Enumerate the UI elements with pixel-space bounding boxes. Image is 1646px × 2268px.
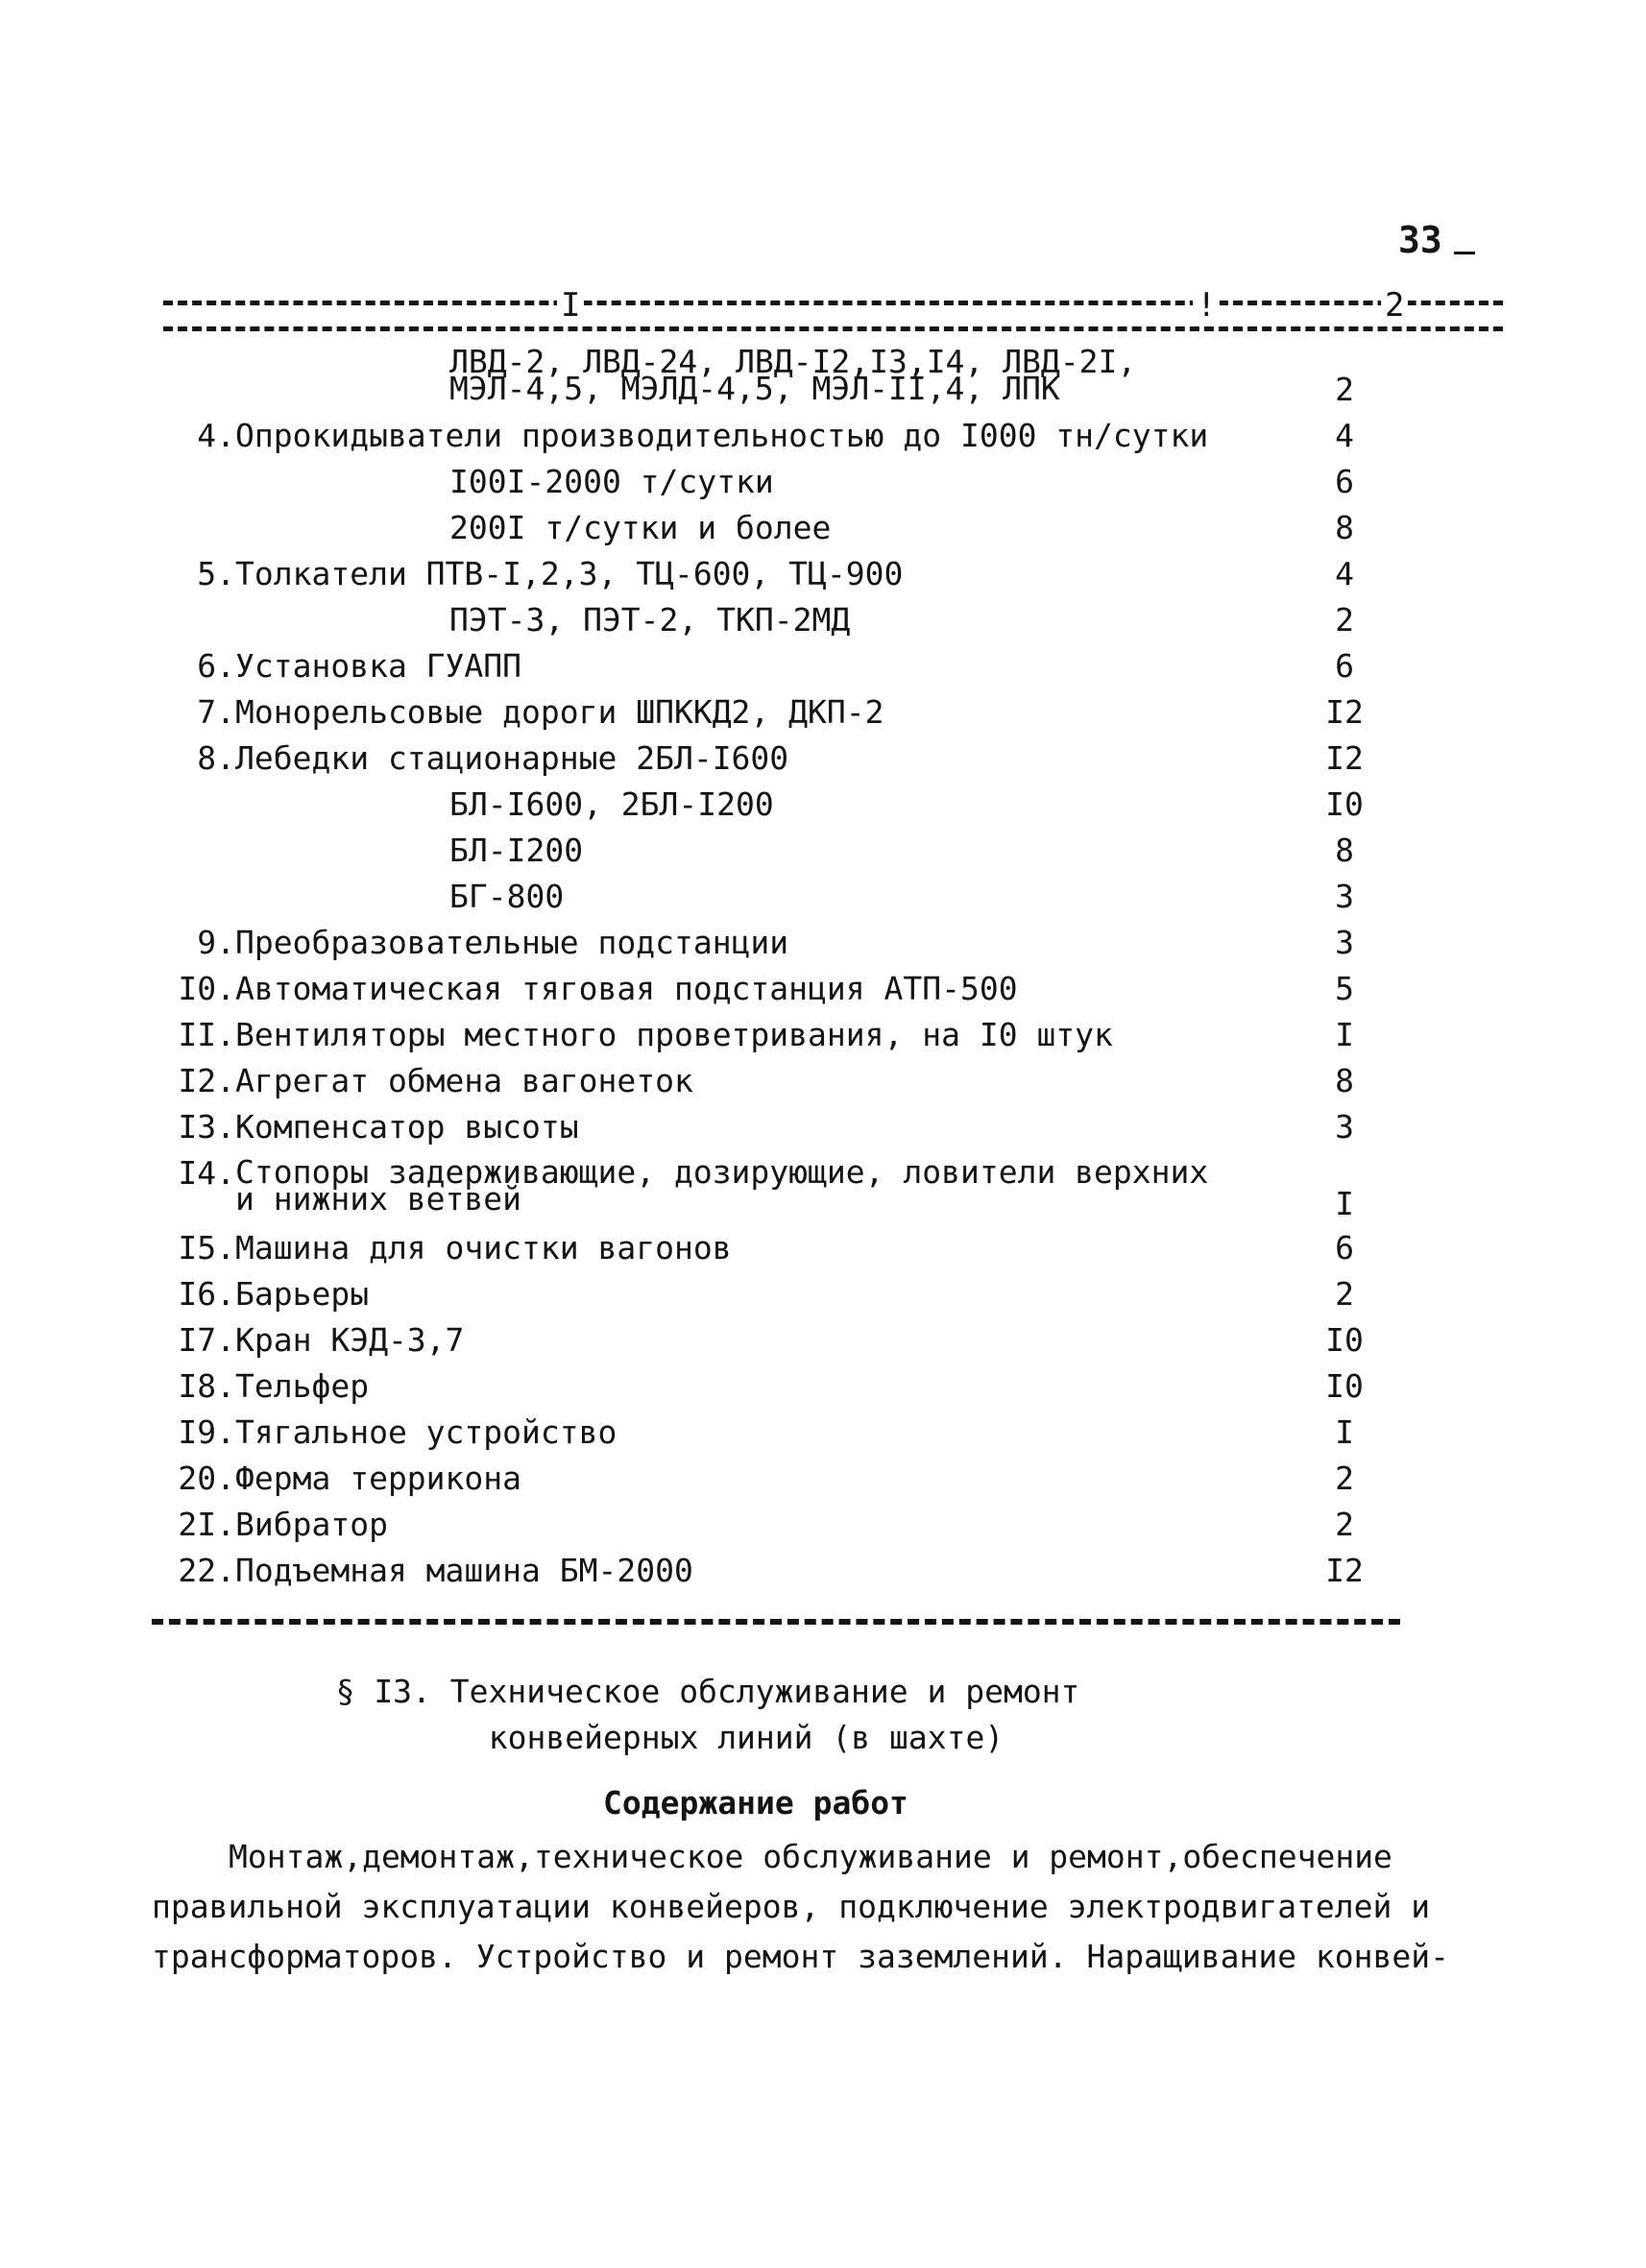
row-text: БЛ-I600, 2БЛ-I200 (449, 785, 774, 823)
table-row (0, 1411, 1646, 1454)
row-value: I2 (1325, 1552, 1364, 1589)
row-text: Опрокидыватели производительностью до I000 тн/сутки (235, 417, 1209, 454)
row-value: 2 (1335, 1506, 1354, 1543)
table-row (0, 553, 1646, 595)
row-text: ПЭТ-3, ПЭТ-2, ТКП-2МД (449, 601, 851, 639)
table-row (0, 1550, 1646, 1592)
row-text: Вентиляторы местного проветривания, на I0 штук (235, 1016, 1113, 1053)
row-number: I7. (178, 1321, 235, 1359)
row-number: 4. (197, 417, 235, 454)
table-row (0, 645, 1646, 688)
table-row (0, 507, 1646, 549)
table-bottom-rule (152, 1619, 1400, 1625)
table-header-rule-top (163, 301, 1503, 305)
row-number: I0. (178, 970, 235, 1007)
table-header-rule-bottom (163, 326, 1503, 331)
column-header-2: 2 (1381, 286, 1408, 325)
row-value: I0 (1325, 1321, 1364, 1359)
row-number: 22. (178, 1552, 235, 1589)
row-number: 2I. (178, 1506, 235, 1543)
row-value: 8 (1335, 832, 1354, 869)
table-row (0, 737, 1646, 780)
row-value: 2 (1335, 1275, 1354, 1313)
row-value: I (1335, 1413, 1354, 1451)
row-value: 8 (1335, 509, 1354, 546)
continuation-value: 2 (1335, 371, 1354, 408)
row-value: 3 (1335, 1108, 1354, 1146)
row-value: 6 (1335, 463, 1354, 500)
row-value: 5 (1335, 970, 1354, 1007)
row-value: 3 (1335, 924, 1354, 961)
table-row (0, 1273, 1646, 1315)
row-number: I4. (178, 1154, 235, 1192)
section-heading-line-2: конвейерных линий (в шахте) (488, 1719, 1005, 1756)
row-number: 7. (197, 693, 235, 731)
row-text: Барьеры (235, 1275, 370, 1313)
page-number: 33 (1398, 219, 1442, 261)
row-text: Тягальное устройство (235, 1413, 617, 1451)
row-value: 2 (1335, 1460, 1354, 1497)
table-row (0, 1319, 1646, 1362)
row-value: I2 (1325, 693, 1364, 731)
section-heading-line-1: § I3. Техническое обслуживание и ремонт (335, 1673, 1080, 1710)
row-value: I (1335, 1016, 1354, 1053)
row-text: Кран КЭД-3,7 (235, 1321, 465, 1359)
section-paragraph (152, 1832, 1458, 1982)
column-header-1: I (557, 286, 584, 325)
table-row (0, 968, 1646, 1010)
row-text: Установка ГУАПП (235, 647, 522, 685)
column-header-separator: ! (1193, 286, 1220, 325)
table-row (0, 461, 1646, 503)
row-number: 5. (197, 555, 235, 592)
row-value: I2 (1325, 739, 1364, 777)
row-text-continued: и нижних ветвей (235, 1180, 522, 1218)
table-row (0, 922, 1646, 964)
row-text: 200I т/сутки и более (449, 509, 832, 546)
row-text: Вибратор (235, 1506, 388, 1543)
paragraph-line-2: правильной эксплуатации конвейеров, подключение электродвигателей и (152, 1888, 1431, 1925)
row-text: БЛ-I200 (449, 832, 584, 869)
row-value: I0 (1325, 1367, 1364, 1405)
row-number: I2. (178, 1062, 235, 1099)
row-value: 6 (1335, 647, 1354, 685)
row-number: I9. (178, 1413, 235, 1451)
table-row (0, 1106, 1646, 1148)
table-row (0, 876, 1646, 918)
row-value: 2 (1335, 601, 1354, 639)
row-number: I6. (178, 1275, 235, 1313)
row-text: Ферма террикона (235, 1460, 522, 1497)
row-text: Автоматическая тяговая подстанция АТП-500 (235, 970, 1018, 1007)
row-text: БГ-800 (449, 878, 565, 915)
row-value: I0 (1325, 785, 1364, 823)
row-number: I3. (178, 1108, 235, 1146)
row-text: Компенсатор высоты (235, 1108, 579, 1146)
table-row (0, 1014, 1646, 1056)
row-text: Подъемная машина БМ-2000 (235, 1552, 693, 1589)
table-row (0, 1365, 1646, 1408)
row-text: Агрегат обмена вагонеток (235, 1062, 693, 1099)
row-value: 8 (1335, 1062, 1354, 1099)
row-value: I (1335, 1185, 1354, 1222)
continuation-row (0, 369, 1646, 411)
table-row (0, 415, 1646, 457)
row-value: 6 (1335, 1229, 1354, 1267)
table-row (0, 830, 1646, 872)
table-row (0, 1504, 1646, 1546)
table-row (0, 1152, 1646, 1229)
row-number: 20. (178, 1460, 235, 1497)
paragraph-line-3: трансформаторов. Устройство и ремонт заземлений. Наращивание конвей- (152, 1938, 1450, 1975)
table-row (0, 1458, 1646, 1500)
row-number: I8. (178, 1367, 235, 1405)
table-row (0, 784, 1646, 826)
row-value: 4 (1335, 417, 1354, 454)
row-text: I00I-2000 т/сутки (449, 463, 774, 500)
table-row (0, 1227, 1646, 1269)
paragraph-line-1: Монтаж,демонтаж,техническое обслуживание и ремонт,обеспечение (229, 1838, 1392, 1875)
row-text: Толкатели ПТВ-I,2,3, ТЦ-600, ТЦ-900 (235, 555, 904, 592)
table-row (0, 691, 1646, 734)
row-text: Монорельсовые дороги ШПККД2, ДКП-2 (235, 693, 884, 731)
row-text: Лебедки стационарные 2БЛ-I600 (235, 739, 789, 777)
row-number: 9. (197, 924, 235, 961)
row-number: 6. (197, 647, 235, 685)
continuation-line-1: ЛВД-2, ЛВД-24, ЛВД-I2,I3,I4, ЛВД-2I, (449, 343, 1137, 380)
row-value: 3 (1335, 878, 1354, 915)
row-number: I5. (178, 1229, 235, 1267)
row-number: 8. (197, 739, 235, 777)
row-number: II. (178, 1016, 235, 1053)
table-row (0, 599, 1646, 641)
row-text: Преобразовательные подстанции (235, 924, 789, 961)
continuation-line-2: МЭЛ-4,5, МЭЛД-4,5, МЭЛ-II,4, ЛПК (449, 370, 1060, 407)
section-subheading: Содержание работ (603, 1784, 908, 1822)
row-text: Машина для очистки вагонов (235, 1229, 732, 1267)
row-text: Стопоры задерживающие, дозирующие, ловители верхних (235, 1153, 1209, 1191)
row-value: 4 (1335, 555, 1354, 592)
row-text: Тельфер (235, 1367, 370, 1405)
table-row (0, 1060, 1646, 1102)
